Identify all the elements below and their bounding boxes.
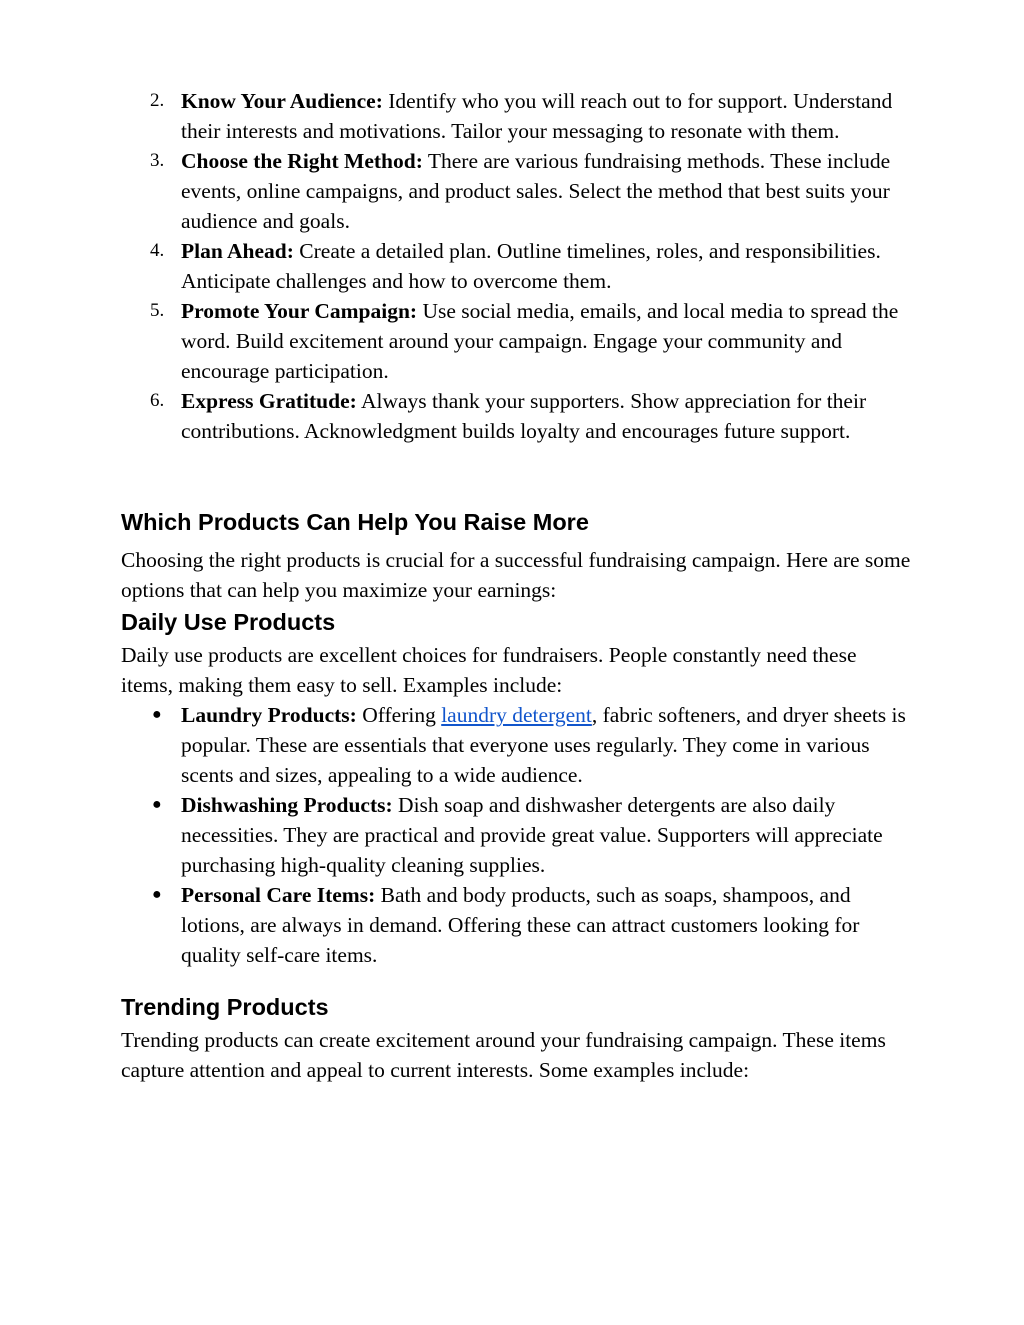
step-text: Create a detailed plan. Outline timelines, roles, and responsibilities. Anticipate challenges and how to overcome them. bbox=[181, 239, 881, 293]
list-item bbox=[121, 296, 906, 386]
trending-intro: Trending products can create excitement around your fundraising campaign. These items capture attention and appeal to current interests. Some examples include: bbox=[121, 1028, 886, 1082]
list-number: 2. bbox=[150, 90, 165, 111]
list-item bbox=[121, 86, 906, 146]
section-heading: Which Products Can Help You Raise More bbox=[121, 509, 589, 535]
step-text: Use social media, emails, and local media to spread the word. Build excitement around your campaign. Engage your community and encourage participation. bbox=[181, 299, 899, 383]
item-title: Laundry Products: bbox=[181, 703, 357, 727]
daily-products-list bbox=[121, 700, 911, 970]
list-item bbox=[121, 700, 906, 790]
bullet-icon: ● bbox=[152, 706, 162, 723]
list-item bbox=[121, 880, 906, 970]
step-title: Choose the Right Method: bbox=[181, 149, 423, 173]
list-item bbox=[121, 146, 906, 236]
item-text: , fabric softeners, and dryer sheets is popular. These are essentials that everyone uses regularly. They come in various scents and sizes, appealing to a wide audience. bbox=[181, 703, 906, 787]
laundry-detergent-link[interactable]: laundry detergent bbox=[441, 703, 592, 727]
bullet-icon: ● bbox=[152, 796, 162, 813]
section-intro: Choosing the right products is crucial for a successful fundraising campaign. Here are some options that can help you maximize your earnings: bbox=[121, 548, 911, 602]
list-item bbox=[121, 236, 906, 296]
step-title: Know Your Audience: bbox=[181, 89, 383, 113]
step-title: Plan Ahead: bbox=[181, 239, 294, 263]
list-number: 5. bbox=[150, 300, 165, 321]
step-text: There are various fundraising methods. These include events, online campaigns, and product sales. Select the method that best suits your audience and goals. bbox=[181, 149, 891, 233]
item-text: Offering bbox=[356, 703, 442, 727]
item-text: Bath and body products, such as soaps, shampoos, and lotions, are always in demand. Offering these can attract customers looking for quality self-care items. bbox=[181, 883, 860, 967]
daily-heading: Daily Use Products bbox=[121, 609, 336, 635]
daily-intro: Daily use products are excellent choices for fundraisers. People constantly need these items, making them easy to sell. Examples include: bbox=[121, 643, 857, 697]
list-number: 6. bbox=[150, 390, 165, 411]
list-item bbox=[121, 790, 906, 880]
steps-list bbox=[121, 86, 911, 446]
list-number: 4. bbox=[150, 240, 165, 261]
item-title: Dishwashing Products: bbox=[181, 793, 393, 817]
step-text: Identify who you will reach out to for support. Understand their interests and motivations. Tailor your messaging to resonate with them. bbox=[181, 89, 893, 143]
bullet-icon: ● bbox=[152, 886, 162, 903]
trending-heading: Trending Products bbox=[121, 994, 329, 1020]
step-text: Always thank your supporters. Show appreciation for their contributions. Acknowledgment builds loyalty and encourages future support. bbox=[181, 389, 867, 443]
step-title: Promote Your Campaign: bbox=[181, 299, 418, 323]
item-title: Personal Care Items: bbox=[181, 883, 376, 907]
document-page bbox=[121, 86, 911, 1085]
list-number: 3. bbox=[150, 150, 165, 171]
list-item bbox=[121, 386, 906, 446]
step-title: Express Gratitude: bbox=[181, 389, 357, 413]
item-text: Dish soap and dishwasher detergents are also daily necessities. They are practical and provide great value. Supporters will appreciate purchasing high-quality cleaning supplies. bbox=[181, 793, 883, 877]
